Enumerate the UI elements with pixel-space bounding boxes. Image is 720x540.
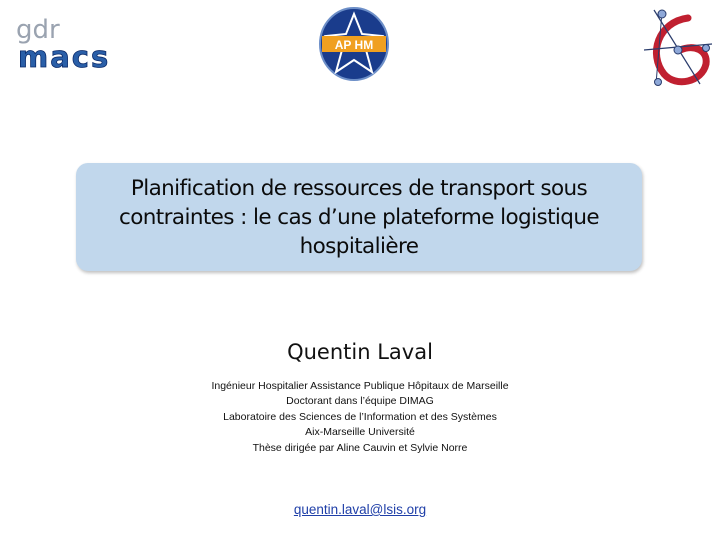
gdr-logo-line1: gdr — [16, 15, 60, 45]
supervision-line — [0, 441, 720, 456]
title-box — [76, 163, 642, 271]
aphm-logo — [318, 6, 390, 82]
author-name: Quentin Laval — [287, 340, 433, 364]
lsis-logo — [636, 4, 716, 92]
title-line-1: Planification de ressources de transport sous — [130, 175, 588, 201]
presentation-title — [111, 174, 607, 261]
affiliation-line: Doctorant dans l’équipe DIMAG — [286, 395, 434, 408]
email-link[interactable]: quentin.laval@lsis.org — [293, 502, 427, 517]
title-line-2: contraintes : le cas d’une plateforme logistique — [119, 204, 599, 230]
supervision-connector: et — [395, 441, 411, 454]
title-line-3: hospitalière — [299, 233, 419, 259]
supervision-prefix: Thèse dirigée par — [252, 441, 337, 454]
affiliation-line: Aix-Marseille Université — [305, 426, 415, 439]
supervisor-1: Aline Cauvin — [336, 441, 396, 454]
gdr-macs-logo — [14, 14, 138, 70]
affiliation-line: Laboratoire des Sciences de l’Information et des Systèmes — [223, 410, 497, 423]
aphm-logo-text: AP HM — [334, 38, 374, 52]
affiliation-line: Ingénieur Hospitalier Assistance Publique Hôpitaux de Marseille — [211, 380, 509, 392]
gdr-logo-line2: macs — [18, 40, 111, 70]
email-container — [0, 502, 720, 517]
supervisor-2: Sylvie Norre — [410, 441, 468, 454]
affiliation-block — [0, 379, 720, 456]
